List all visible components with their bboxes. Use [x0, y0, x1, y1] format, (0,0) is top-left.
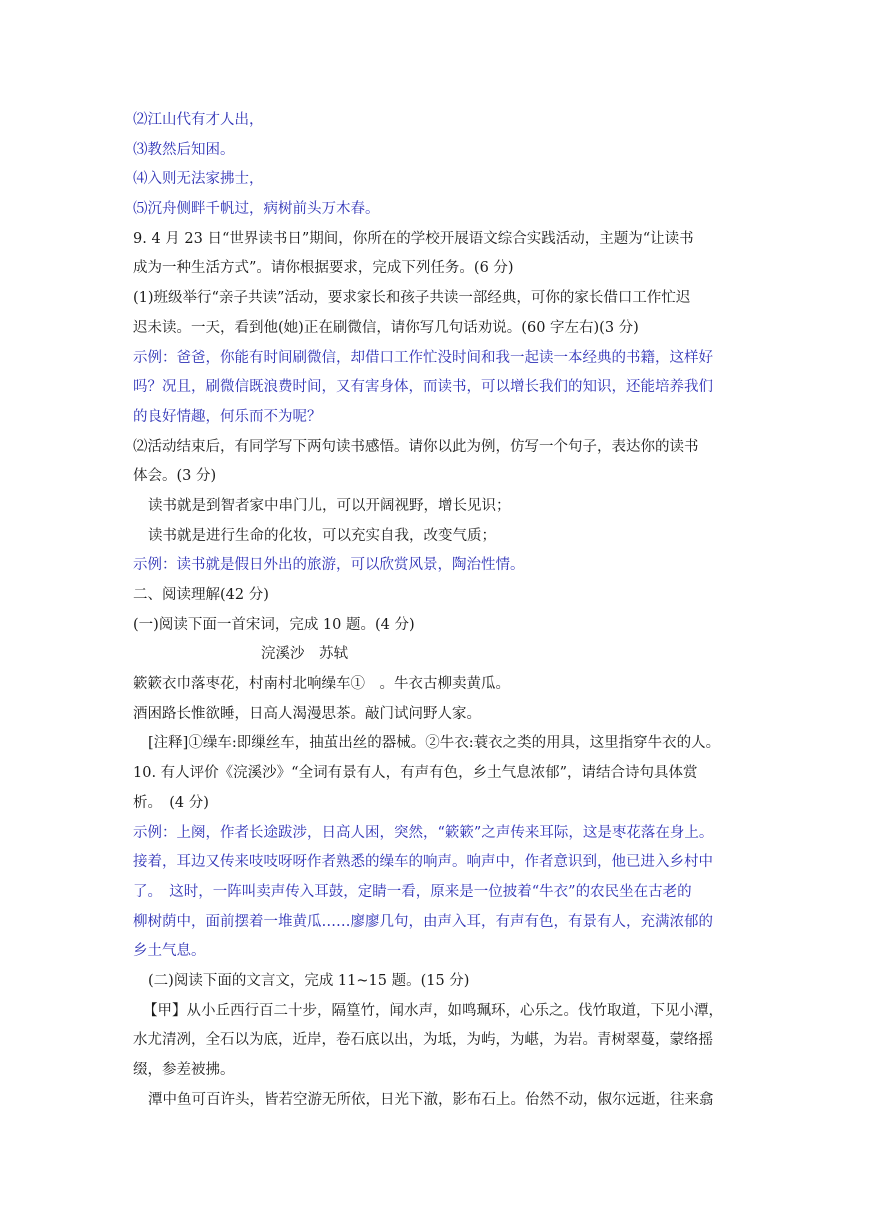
text-line: ⑵江山代有才人出， [133, 112, 264, 128]
text-line: 示例：上阕，作者长途跋涉，日高人困，突然，“簌簌”之声传来耳际，这是枣花落在身上。 [133, 824, 714, 841]
text-line: 示例：爸爸，你能有时间刷微信，却借口工作忙没时间和我一起读一本经典的书籍，这样好 [133, 349, 713, 366]
text-line: 二、阅读理解(42 分) [133, 587, 269, 603]
text-line: ⑶教然后知困。 [133, 141, 235, 158]
text-line: 吗？况且，刷微信既浪费时间，又有害身体，而读书，可以增长我们的知识，还能培养我们 [133, 379, 713, 396]
text-line: ⑸沉舟侧畔千帆过，病树前头万木春。 [133, 201, 380, 218]
text-line: 成为一种生活方式”。请你根据要求，完成下列任务。(6 分) [133, 260, 514, 277]
text-line: 析。 (4 分) [133, 794, 209, 811]
text-line: 读书就是进行生命的化妆，可以充实自我，改变气质； [148, 527, 496, 544]
text-line: 【甲】从小丘西行百二十步，隔篁竹，闻水声，如鸣珮环，心乐之。伐竹取道，下见小潭， [143, 1002, 723, 1019]
text-line: 迟未读。一天，看到他(她)正在刷微信，请你写几句话劝说。(60 字左右)(3 分) [133, 319, 639, 336]
text-line: 读书就是到智者家中串门儿，可以开阔视野，增长见识； [148, 497, 511, 514]
text-line: 柳树荫中，面前摆着一堆黄瓜……廖廖几句，由声入耳，有声有色，有景有人，充满浓郁的 [133, 913, 713, 930]
text-line: 10. 有人评价《浣溪沙》“全词有景有人，有声有色，乡土气息浓郁”，请结合诗句具体赏 [133, 765, 698, 782]
text-line: 缀，参差被拂。 [133, 1062, 235, 1078]
text-line: (一)阅读下面一首宋词，完成 10 题。(4 分) [133, 616, 415, 633]
text-line: 示例：读书就是假日外出的旅游，可以欣赏风景，陶治性情。 [133, 557, 525, 574]
text-line: 的良好情趣，何乐而不为呢？ [133, 408, 322, 425]
text-line: ⑵活动结束后，有同学写下两句读书感悟。请你以此为例，仿写一个句子，表达你的读书 [133, 438, 699, 455]
text-line: 酒困路长惟欲睡，日高人渴漫思茶。敲门试问野人家。 [133, 705, 481, 722]
text-line: [注释]①缲车:即缫丝车，抽茧出丝的器械。②牛衣:蓑衣之类的用具，这里指穿牛衣的人。 [148, 735, 721, 752]
document-page [133, 106, 773, 1115]
text-line: 体会。(3 分) [133, 468, 217, 485]
text-line: 水尤清冽，全石以为底，近岸，卷石底以出，为坻，为屿，为嵁，为岩。青树翠蔓，蒙络摇 [133, 1032, 713, 1049]
text-line: 接着，耳边又传来吱吱呀呀作者熟悉的缲车的响声。响声中，作者意识到，他已进入乡村中 [133, 854, 713, 871]
text-line: ⑷入则无法家拂士， [133, 171, 264, 188]
text-line: 潭中鱼可百许头，皆若空游无所依，日光下澈，影布石上。佁然不动，俶尔远逝，往来翕 [148, 1091, 714, 1108]
text-line: (1)班级举行“亲子共读”活动，要求家长和孩子共读一部经典，可你的家长借口工作忙迟 [133, 290, 691, 307]
text-line: 了。 这时，一阵叫卖声传入耳鼓，定睛一看，原来是一位披着“牛衣”的农民坐在古老的 [133, 883, 692, 900]
text-line: 9. 4 月 23 日“世界读书日”期间，你所在的学校开展语文综合实践活动，主题为“让读书 [133, 230, 694, 247]
text-line: (二)阅读下面的文言文，完成 11~15 题。(15 分) [148, 972, 470, 989]
text-line: 浣溪沙 苏轼 [261, 646, 348, 663]
text-line: 簌簌衣巾落枣花，村南村北响缲车① 。牛衣古柳卖黄瓜。 [133, 676, 510, 693]
text-line: 乡土气息。 [133, 943, 206, 960]
